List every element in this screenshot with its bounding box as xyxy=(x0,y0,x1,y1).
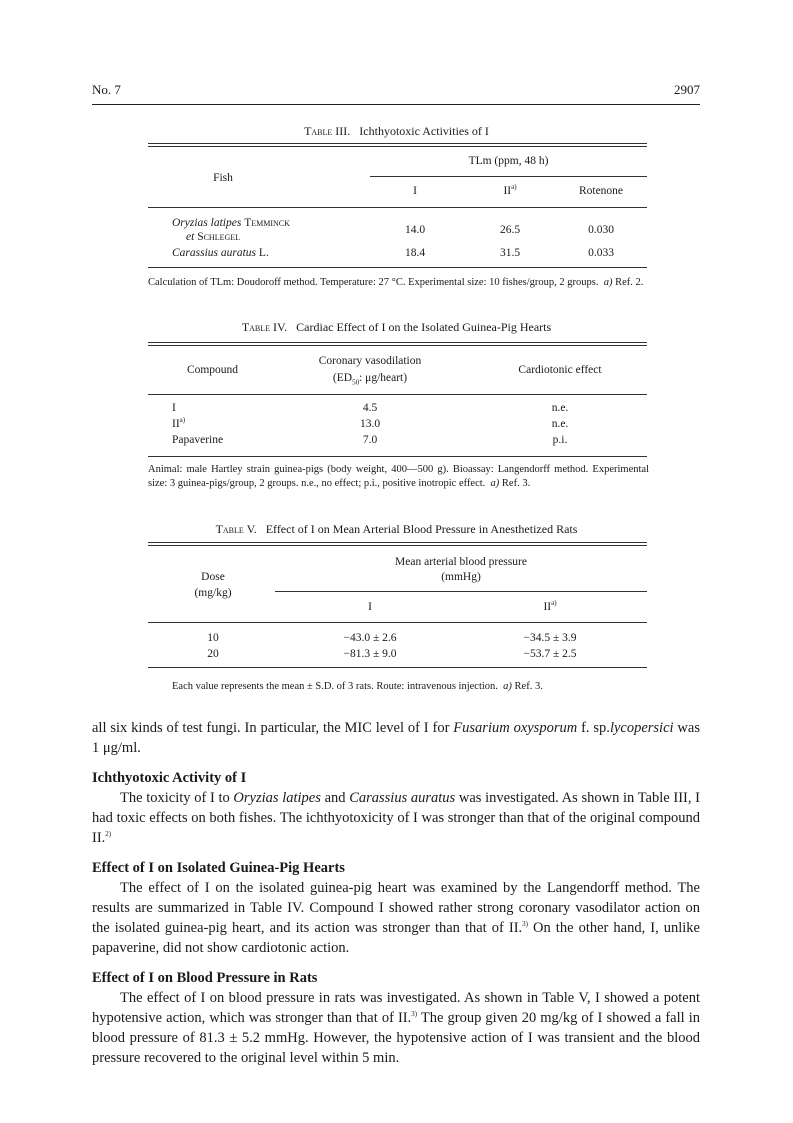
journal-issue: No. 7 xyxy=(92,82,121,97)
table3-row2-rotenone: 0.033 xyxy=(588,247,614,259)
table5-group-unit: (mmHg) xyxy=(441,571,481,583)
table3-group-header: TLm (ppm, 48 h) xyxy=(468,155,549,167)
table3-group-rule xyxy=(370,176,647,177)
table5-row2-ii: −53.7 ± 2.5 xyxy=(523,648,577,660)
table5-col-i: I xyxy=(368,601,372,613)
table3-bottom-rule xyxy=(148,267,647,268)
table5-row1-i: −43.0 ± 2.6 xyxy=(343,632,397,644)
table4-col-compound: Compound xyxy=(186,364,239,376)
table3-row1-rotenone: 0.030 xyxy=(588,224,614,236)
table4-top-rule xyxy=(148,342,647,346)
table3-label: Table III. xyxy=(304,124,351,138)
table3-top-rule xyxy=(148,143,647,147)
heading-ichthyotoxic: Ichthyotoxic Activity of I xyxy=(92,770,247,786)
heading-guinea-pig: Effect of I on Isolated Guinea-Pig Hearts xyxy=(92,860,345,876)
table5-row2-dose: 20 xyxy=(207,648,219,660)
table5-row1-ii: −34.5 ± 3.9 xyxy=(523,632,577,644)
table5-top-rule xyxy=(148,542,647,546)
table5-col-dose-unit: (mg/kg) xyxy=(194,587,232,599)
table5-row1-dose: 10 xyxy=(207,632,219,644)
paragraph-fungi: all six kinds of test fungi. In particular, the MIC level of I for Fusarium oxysporum f. sp.lycopersici was 1 μg/ml. xyxy=(92,720,700,756)
table3-row2-ii: 31.5 xyxy=(499,247,521,259)
table4-title: Cardiac Effect of I on the Isolated Guinea-Pig Hearts xyxy=(296,320,552,334)
paragraph-guinea-pig: The effect of I on the isolated guinea-pig heart was examined by the Langendorff method. The results are summarized in Table IV. Compound I showed rather strong coronary vasodilator action on the isolated guinea-pig heart, and its action was stronger than that of II.$^{3)}$ On the other hand, I, unlike papaverine, did not show cardiotonic action. xyxy=(92,880,700,956)
table4-row3-compound: Papaverine xyxy=(172,434,224,446)
table5-col-dose: Dose xyxy=(201,571,225,583)
paragraph-ichthyotoxic: The toxicity of I to Oryzias latipes and Carassius auratus was investigated. As shown in Table III, I had toxic effects on both fishes. The ichthyotoxicity of I was stronger than that of the original compound II.$^{2)}$ xyxy=(92,790,700,846)
table3-row1-fish: Oryzias latipes Temminck xyxy=(172,217,290,229)
table4-row3-vaso: 7.0 xyxy=(362,434,378,446)
table5-caption xyxy=(0,522,793,537)
table5-mid-rule xyxy=(148,622,647,623)
table5-group-header: Mean arterial blood pressure xyxy=(395,556,527,568)
table3-row1-ii: 26.5 xyxy=(499,224,521,236)
table3-col-fish: Fish xyxy=(213,172,233,184)
body-text xyxy=(92,718,700,1068)
table4-row1-cardio: n.e. xyxy=(551,402,569,414)
header-rule xyxy=(92,104,700,105)
table4-row3-cardio: p.i. xyxy=(552,434,568,446)
table4-col-cardio: Cardiotonic effect xyxy=(518,364,602,376)
table5-bottom-rule xyxy=(148,667,647,668)
table5-label: Table V. xyxy=(215,522,257,536)
paragraph-blood-pressure: The effect of I on blood pressure in rats was investigated. As shown in Table V, I showed a potent hypotensive action, which was stronger than that of II.$^{3)}$ The group given 20 mg/kg of I showed a fall in blood pressure of 81.3 ± 5.2 mmHg. However, the hypotensive action of I was transient and the blood pressure recovered to the original level within 5 min. xyxy=(92,990,701,1066)
table3-col-rotenone: Rotenone xyxy=(578,185,624,197)
table5-note: Each value represents the mean ± S.D. of 3 rats. Route: intravenous injection. a) Ref. 3. xyxy=(172,681,543,692)
table3-col-ii: II$^{a)}$ xyxy=(503,183,517,197)
table3-row1-i: 14.0 xyxy=(404,224,426,236)
table3-col-i: I xyxy=(413,185,417,197)
table5-group-rule xyxy=(275,591,647,592)
table4-col-vaso-unit: ($ED_{50}$: μg/heart) xyxy=(332,372,408,387)
table4-col-vaso: Coronary vasodilation xyxy=(318,355,422,367)
table4-row2-cardio: n.e. xyxy=(551,418,569,430)
table4-caption xyxy=(0,320,793,335)
table3-note: Calculation of TLm: Doudoroff method. Temperature: 27 °C. Experimental size: 10 fishes/group, 2 groups. a) Ref. 2. xyxy=(148,277,644,288)
table4-row1-compound: I xyxy=(172,402,176,414)
table4-bottom-rule xyxy=(148,456,647,457)
heading-blood-pressure: Effect of I on Blood Pressure in Rats xyxy=(92,970,318,986)
table4-mid-rule xyxy=(148,394,647,395)
table3-row2-fish: Carassius auratus L. xyxy=(172,247,269,259)
table3-caption xyxy=(0,124,793,139)
table3-row1-fish-line2: et Schlegel xyxy=(186,231,241,243)
table5-title: Effect of I on Mean Arterial Blood Pressure in Anesthetized Rats xyxy=(265,522,578,536)
table3-mid-rule xyxy=(148,207,647,208)
table4-row2-vaso: 13.0 xyxy=(359,418,381,430)
table3-title: Ichthyotoxic Activities of I xyxy=(359,124,489,138)
table4-row1-vaso: 4.5 xyxy=(362,402,378,414)
table4-label: Table IV. xyxy=(241,320,288,334)
table3-row2-i: 18.4 xyxy=(404,247,426,259)
footnote-a-marker: a) xyxy=(511,183,517,192)
table4-row2-compound: II$^{a)}$ xyxy=(172,416,186,430)
table5-col-ii: II$^{a)}$ xyxy=(543,599,557,613)
table4-note: Animal: male Hartley strain guinea-pigs (body weight, 400—500 g). Bioassay: Langendorff method. Experimental size: 3 guinea-pigs/group, 2 groups. n.e., no effect; p.i., positive inotropic effect. a) Ref. 3. xyxy=(148,464,649,489)
page-number: 2907 xyxy=(674,82,700,97)
table5-row2-i: −81.3 ± 9.0 xyxy=(343,648,397,660)
